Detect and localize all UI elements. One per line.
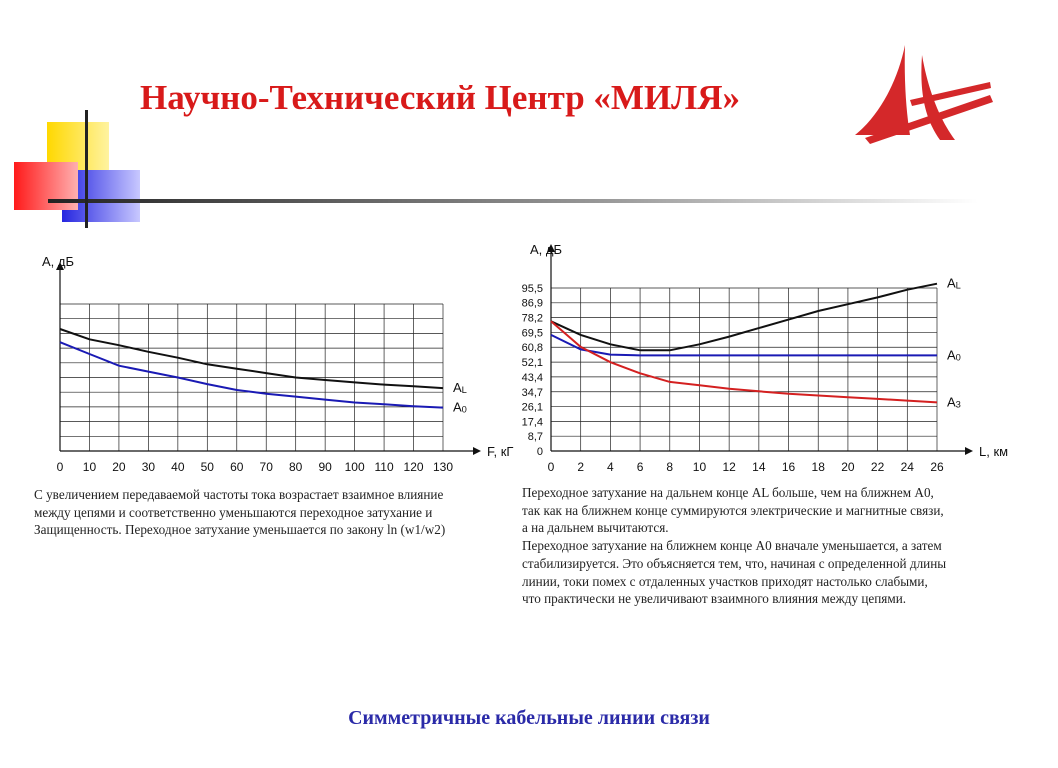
x-tick-label: 70 <box>259 460 273 474</box>
x-tick-label: 4 <box>607 460 614 474</box>
series-line <box>551 284 937 351</box>
x-tick-label: 18 <box>811 460 825 474</box>
x-tick-label: 24 <box>900 460 914 474</box>
y-tick-label: 95,5 <box>521 283 543 295</box>
y-tick-label: 86,9 <box>521 297 543 310</box>
x-tick-label: 22 <box>870 460 885 474</box>
caption-left-line: Защищенность. Переходное затухание уменьшается по закону ln (w1/w2) <box>34 522 446 538</box>
caption-right-line: что практически не увеличивают взаимного влияния между цепями. <box>522 591 907 607</box>
x-tick-label: 8 <box>666 460 674 474</box>
chart-length-attenuation <box>506 238 1016 476</box>
x-tick-label: 80 <box>289 460 303 474</box>
x-tick-label: 40 <box>171 460 185 474</box>
deco-vertical-line <box>85 110 88 228</box>
page-title: Научно-Технический Центр «МИЛЯ» <box>140 78 741 117</box>
x-tick-label: 6 <box>636 460 644 474</box>
y-axis-label: А, дБ <box>42 254 75 269</box>
x-tick-label: 16 <box>781 460 796 474</box>
y-tick-label: 52,1 <box>521 357 543 370</box>
legend-label: АL <box>947 275 961 291</box>
caption-right-line: стабилизируется. Это объясняется тем, что, начиная с определенной длины <box>522 555 947 571</box>
footer-title: Симметричные кабельные линии связи <box>348 707 710 729</box>
x-tick-label: 10 <box>82 460 97 474</box>
series-line <box>551 335 937 356</box>
caption-left-line: между цепями и соответственно уменьшаются переходное затухание и <box>34 504 433 520</box>
x-tick-label: 90 <box>318 460 332 474</box>
x-tick-label: 12 <box>722 460 736 474</box>
caption-right-line: Переходное затухание на ближнем конце А0 вначале уменьшается, а затем <box>522 538 942 554</box>
x-tick-label: 30 <box>141 460 156 474</box>
series-line <box>60 329 443 388</box>
x-axis-label: F, кГ <box>487 444 514 459</box>
y-axis-label: А, дБ <box>530 242 563 257</box>
x-axis-label: L, км <box>979 444 1009 459</box>
deco-horizontal-line <box>48 199 978 203</box>
x-tick-label: 100 <box>344 460 365 474</box>
x-axis-arrow <box>473 447 481 455</box>
x-tick-label: 14 <box>752 460 766 474</box>
legend-label: А3 <box>947 394 961 410</box>
x-tick-label: 26 <box>930 460 944 474</box>
y-tick-label: 34,7 <box>521 386 543 399</box>
company-logo <box>850 40 995 145</box>
x-tick-label: 10 <box>692 460 707 474</box>
caption-right-line: линии, токи помех с отдаленных участков приходят настолько слабыми, <box>522 573 928 589</box>
series-line <box>60 342 443 407</box>
x-tick-label: 0 <box>547 460 555 474</box>
x-tick-label: 130 <box>432 460 454 474</box>
caption-right-line: а на дальнем вычитаются. <box>522 520 669 536</box>
legend-label: А0 <box>947 347 961 363</box>
x-tick-label: 120 <box>403 460 424 474</box>
y-tick-label: 60,8 <box>521 342 543 355</box>
legend-label: А0 <box>453 399 467 415</box>
x-tick-label: 50 <box>200 460 214 474</box>
y-tick-label: 26,1 <box>521 401 543 414</box>
x-tick-label: 20 <box>112 460 126 474</box>
caption-right-line: так как на ближнем конце суммируются электрические и магнитные связи, <box>522 502 944 518</box>
x-tick-label: 110 <box>374 460 394 474</box>
y-tick-label: 69,5 <box>521 327 543 340</box>
y-tick-label: 8,7 <box>527 431 543 444</box>
x-tick-label: 0 <box>56 460 64 474</box>
caption-right <box>522 484 1007 608</box>
x-tick-label: 20 <box>841 460 855 474</box>
y-tick-label: 78,2 <box>521 312 543 325</box>
y-tick-label: 0 <box>536 446 543 458</box>
y-tick-label: 43,4 <box>521 371 543 384</box>
logo-sail-left <box>855 45 910 135</box>
x-tick-label: 2 <box>577 460 585 474</box>
caption-left-line: С увеличением передаваемой частоты тока возрастает взаимное влияние <box>34 487 444 502</box>
caption-left <box>34 486 494 539</box>
legend-label: АL <box>453 380 467 396</box>
caption-right-line: Переходное затухание на дальнем конце АL больше, чем на ближнем А0, <box>522 485 934 500</box>
x-axis-arrow <box>965 447 973 455</box>
y-tick-label: 17,4 <box>521 416 543 429</box>
chart-frequency-attenuation <box>34 250 514 476</box>
x-tick-label: 60 <box>230 460 244 474</box>
